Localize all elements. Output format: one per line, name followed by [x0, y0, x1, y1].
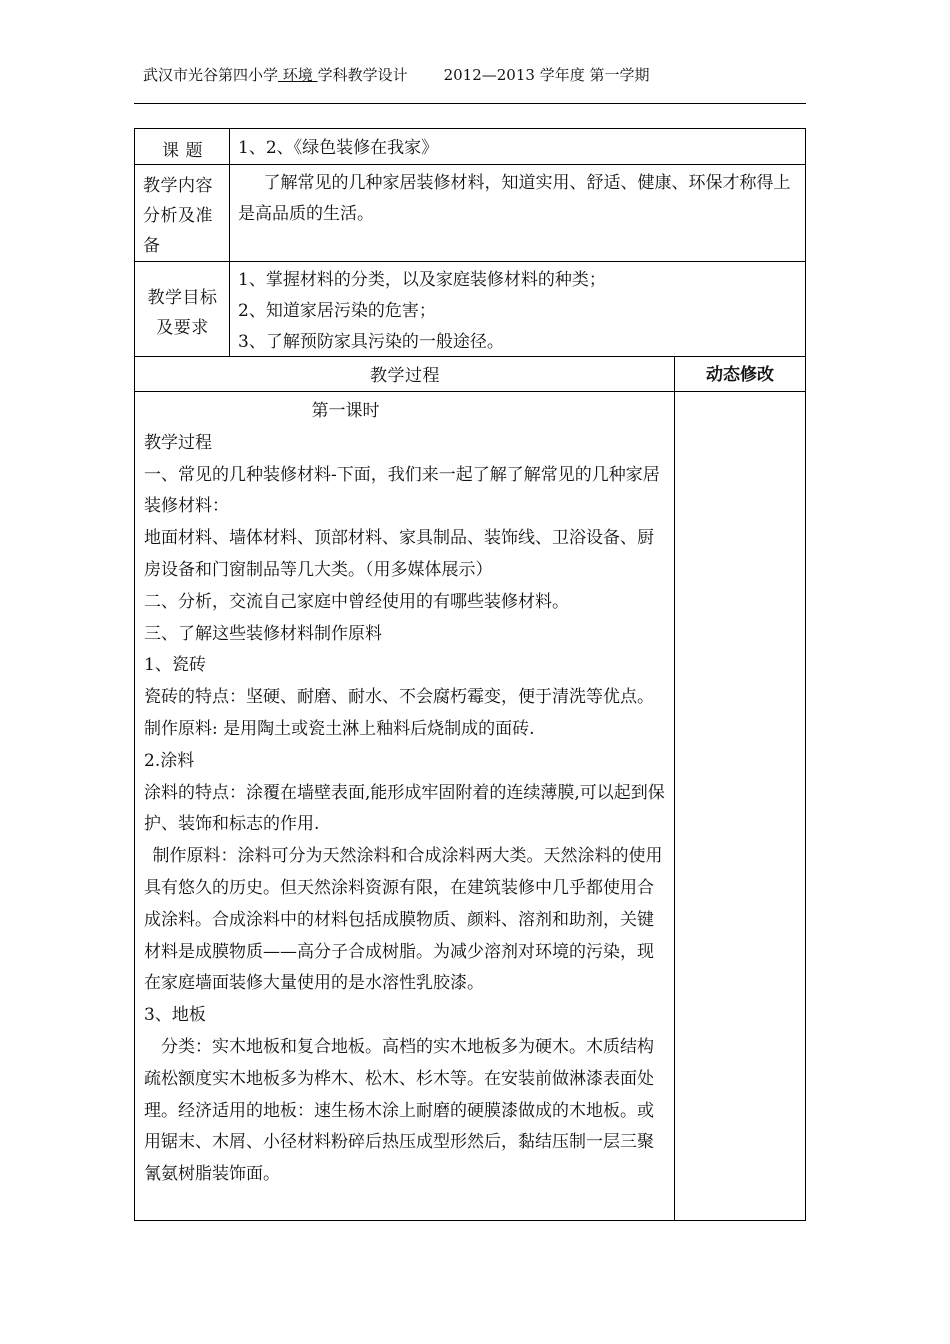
process-paragraph: 1、瓷砖 — [144, 655, 206, 676]
goal-item: 2、知道家居污染的危害； — [238, 301, 436, 321]
goals-label: 教学目标及要求 — [134, 261, 230, 357]
dynamic-header: 动态修改 — [674, 356, 806, 392]
page-header — [143, 64, 813, 86]
topic-label: 课 题 — [134, 128, 230, 165]
process-paragraph: 涂料的特点：涂覆在墙壁表面,能形成牢固附着的连续薄膜,可以起到保护、装饰和标志的作用. — [144, 782, 665, 835]
goals-list — [229, 261, 806, 357]
process-paragraph: 制作原料：涂料可分为天然涂料和合成涂料两大类。天然涂料的使用具有悠久的历史。但天然涂料资源有限，在建筑装修中几乎都使用合成涂料。合成涂料中的材料包括成膜物质、颜料、溶剂和助剂，关键材料是成膜物质——高分子合成树脂。为减少溶剂对环境的污染，现在家庭墙面装修大量使用的是水溶性乳胶漆。 — [144, 846, 663, 994]
process-header: 教学过程 — [134, 356, 675, 392]
process-paragraph: 二、分析，交流自己家庭中曾经使用的有哪些装修材料。 — [144, 591, 569, 612]
dynamic-notes-cell — [674, 391, 806, 1221]
design-label: 学科教学设计 — [317, 66, 408, 84]
school-name: 武汉市光谷第四小学 — [143, 66, 279, 84]
analysis-label: 教学内容分析及准备 — [134, 164, 230, 262]
process-paragraph: 2.涂料 — [144, 750, 195, 771]
goal-item: 3、了解预防家具污染的一般途径。 — [238, 332, 504, 352]
analysis-value: 了解常见的几种家居装修材料，知道实用、舒适、健康、环保才称得上是高品质的生活。 — [229, 164, 806, 262]
process-paragraph: 3、地板 — [144, 1005, 206, 1026]
subject-name: 环境 — [278, 66, 318, 84]
process-paragraph: 分类：实木地板和复合地板。高档的实木地板多为硬木。木质结构疏松额度实木地板多为桦木、松木、杉木等。在安装前做淋漆表面处理。经济适用的地板：速生杨木涂上耐磨的硬膜漆做成的木地板。或用锯末、木屑、小径材料粉碎后热压成型形然后，黏结压制一层三聚氰氨树脂装饰面。 — [144, 1036, 654, 1185]
year-term: 2012—2013 学年度 第一学期 — [443, 66, 650, 84]
topic-value: 1、2、《绿色装修在我家》 — [229, 128, 806, 165]
process-paragraph: 地面材料、墙体材料、顶部材料、家具制品、装饰线、卫浴设备、厨房设备和门窗制品等几大类。（用多媒体展示） — [144, 528, 654, 580]
process-paragraph: 一、常见的几种装修材料-下面，我们来一起了解了解常见的几种家居装修材料： — [144, 464, 660, 517]
process-paragraph: 三、了解这些装修材料制作原料 — [144, 623, 382, 644]
lesson-title: 第一课时 — [311, 401, 380, 421]
process-body — [134, 391, 675, 1221]
header-rule — [134, 103, 806, 104]
process-paragraph: 瓷砖的特点：坚硬、耐磨、耐水、不会腐朽霉变，便于清洗等优点。制作原料: 是用陶土或瓷土淋上釉料后烧制成的面砖. — [144, 687, 654, 739]
process-paragraph: 教学过程 — [144, 432, 212, 453]
goal-item: 1、掌握材料的分类，以及家庭装修材料的种类； — [238, 270, 606, 290]
